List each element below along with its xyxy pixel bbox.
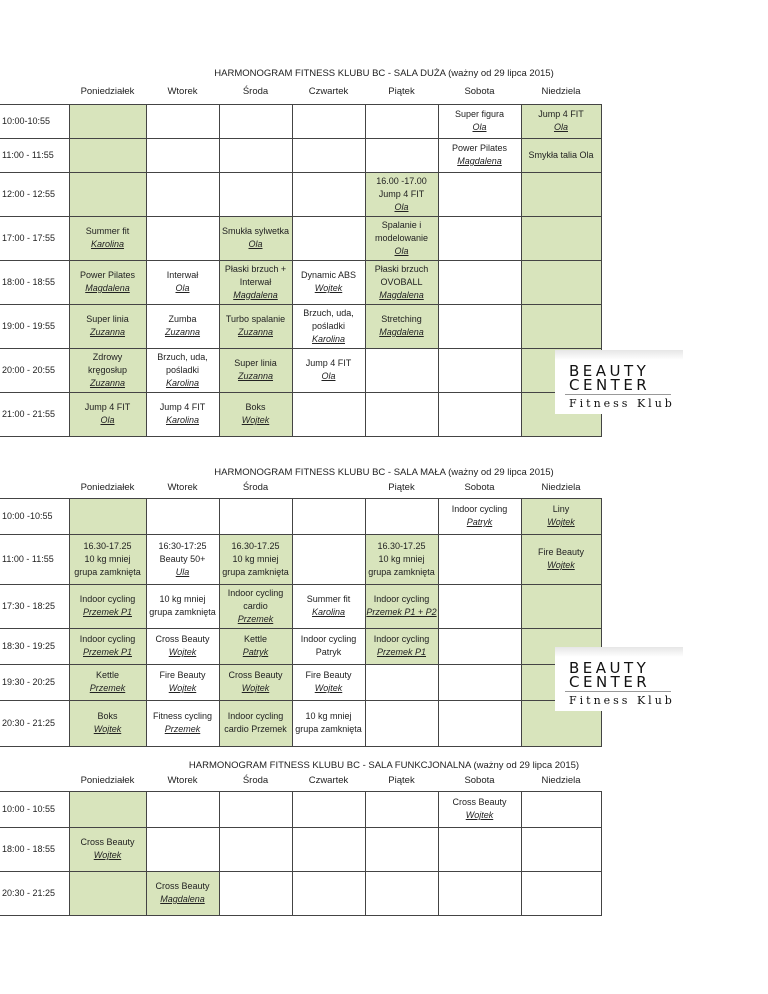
class-name: Fire Beauty bbox=[159, 670, 206, 680]
trainer-name: Magdalena bbox=[379, 289, 424, 300]
trainer-name: Ola bbox=[248, 239, 263, 249]
class-name: Turbo spalanie bbox=[225, 314, 286, 324]
trainer-name: Wojtek bbox=[547, 560, 575, 570]
trainer-name: Magdalena bbox=[233, 289, 278, 300]
class-cell bbox=[365, 216, 438, 260]
trainer-name: Wojtek bbox=[93, 724, 122, 734]
class-cell bbox=[521, 584, 601, 628]
time-slot: 20:00 - 20:55 bbox=[0, 348, 69, 392]
class-cell bbox=[365, 584, 438, 628]
trainer-name: Ola bbox=[472, 122, 487, 132]
trainer-name: Karolina bbox=[165, 377, 200, 388]
class-cell bbox=[146, 700, 219, 746]
time-slot: 21:00 - 21:55 bbox=[0, 392, 69, 436]
class-cell bbox=[521, 138, 601, 172]
class-cell bbox=[219, 304, 292, 348]
class-cell bbox=[69, 534, 146, 584]
class-name: Fitness cycling bbox=[152, 711, 213, 721]
day-header: Niedziela bbox=[521, 771, 601, 791]
schedule-row bbox=[0, 138, 601, 172]
schedule-row bbox=[0, 216, 601, 260]
class-cell bbox=[292, 871, 365, 915]
class-name: Indoor cycling cardio bbox=[227, 587, 284, 611]
class-cell bbox=[219, 172, 292, 216]
trainer-name: Magdalena bbox=[160, 894, 205, 904]
class-cell bbox=[438, 871, 521, 915]
class-cell bbox=[365, 628, 438, 664]
class-cell bbox=[365, 392, 438, 436]
time-slot: 18:00 - 18:55 bbox=[0, 827, 69, 871]
trainer-name: Patryk bbox=[466, 517, 493, 527]
schedule-row bbox=[0, 700, 601, 746]
time-slot: 11:00 - 11:55 bbox=[0, 138, 69, 172]
trainer-name: Wojtek bbox=[465, 810, 494, 820]
schedule-row bbox=[0, 827, 601, 871]
class-name: 10 kg mniej grupa zamknięta bbox=[149, 594, 216, 617]
class-cell bbox=[521, 871, 601, 915]
schedule-table bbox=[0, 771, 602, 916]
trainer-name: Karolina bbox=[165, 415, 200, 425]
class-name: Super figura bbox=[454, 109, 505, 119]
class-cell bbox=[69, 392, 146, 436]
trainer-name: Zuzanna bbox=[237, 371, 274, 381]
trainer-name: Zuzanna bbox=[164, 327, 201, 337]
day-header: Sobota bbox=[438, 771, 521, 791]
class-cell bbox=[438, 172, 521, 216]
class-cell bbox=[69, 104, 146, 138]
schedule-row bbox=[0, 392, 601, 436]
class-cell bbox=[438, 700, 521, 746]
class-cell bbox=[69, 584, 146, 628]
class-cell bbox=[69, 138, 146, 172]
trainer-name: Ola bbox=[175, 283, 190, 293]
schedule-row bbox=[0, 304, 601, 348]
class-cell bbox=[292, 392, 365, 436]
time-slot: 10:00-10:55 bbox=[0, 104, 69, 138]
day-header: Wtorek bbox=[146, 771, 219, 791]
class-cell bbox=[438, 392, 521, 436]
class-cell bbox=[521, 827, 601, 871]
schedule-row bbox=[0, 584, 601, 628]
class-name: Stretching bbox=[381, 314, 422, 324]
class-cell bbox=[365, 791, 438, 827]
class-name: Jump 4 FIT bbox=[159, 402, 206, 412]
class-name: Zdrowy kręgosłup bbox=[87, 351, 128, 375]
schedule-title: HARMONOGRAM FITNESS KLUBU BC - SALA FUNKCJONALNA (ważny od 29 lipca 2015) bbox=[188, 760, 580, 771]
trainer-name: Wojtek bbox=[168, 647, 197, 657]
class-name: Brzuch, uda, pośladki bbox=[157, 351, 208, 375]
schedule-row bbox=[0, 871, 601, 915]
trainer-name: Wojtek bbox=[168, 683, 197, 693]
class-name: Jump 4 FIT bbox=[305, 358, 352, 368]
class-name: Super linia bbox=[234, 358, 277, 368]
class-name: Boks bbox=[97, 711, 118, 721]
day-header: Piątek bbox=[365, 478, 438, 498]
class-cell bbox=[219, 216, 292, 260]
day-header: Środa bbox=[219, 771, 292, 791]
class-name: 16:30-17:25 Beauty 50+ bbox=[158, 540, 207, 564]
day-header: Środa bbox=[219, 80, 292, 104]
class-cell bbox=[292, 104, 365, 138]
class-cell bbox=[438, 584, 521, 628]
trainer-name: Wojtek bbox=[314, 283, 343, 293]
trainer-name: Przemek P1 + P2 bbox=[366, 607, 437, 617]
trainer-name: Wojtek bbox=[93, 850, 122, 860]
trainer-name: Patryk bbox=[242, 647, 269, 657]
class-name: Spalanie i modelowanie bbox=[374, 219, 429, 243]
class-cell bbox=[365, 498, 438, 534]
schedule-row bbox=[0, 104, 601, 138]
time-slot: 20:30 - 21:25 bbox=[0, 700, 69, 746]
class-cell bbox=[219, 392, 292, 436]
class-cell bbox=[219, 104, 292, 138]
class-name: Płaski brzuch OVOBALL bbox=[374, 263, 429, 287]
trainer-name: Magdalena bbox=[85, 283, 130, 293]
schedule-row bbox=[0, 791, 601, 827]
class-cell bbox=[438, 216, 521, 260]
schedule-row bbox=[0, 348, 601, 392]
class-cell bbox=[146, 534, 219, 584]
class-cell bbox=[146, 628, 219, 664]
time-slot: 17:00 - 17:55 bbox=[0, 216, 69, 260]
class-cell bbox=[219, 534, 292, 584]
class-name: Liny bbox=[552, 504, 570, 514]
day-header bbox=[292, 478, 365, 498]
class-name: Cross Beauty bbox=[452, 797, 507, 807]
schedule-table bbox=[0, 478, 602, 747]
class-cell bbox=[69, 871, 146, 915]
class-name: Brzuch, uda, pośladki bbox=[303, 307, 354, 331]
day-header: Sobota bbox=[438, 478, 521, 498]
class-cell bbox=[69, 791, 146, 827]
class-name: Indoor cycling bbox=[79, 594, 136, 604]
trainer-name: Przemek P1 bbox=[376, 647, 427, 657]
trainer-name: Magdalena bbox=[457, 156, 502, 166]
trainer-name: Przemek bbox=[237, 613, 274, 624]
class-cell bbox=[69, 216, 146, 260]
class-cell bbox=[438, 534, 521, 584]
class-name: Indoor cycling bbox=[79, 634, 136, 644]
class-name: 10 kg mniej grupa zamknięta bbox=[295, 711, 362, 734]
day-header: Piątek bbox=[365, 771, 438, 791]
class-cell bbox=[365, 871, 438, 915]
class-cell bbox=[521, 172, 601, 216]
class-cell bbox=[438, 138, 521, 172]
class-cell bbox=[69, 172, 146, 216]
class-cell bbox=[69, 348, 146, 392]
trainer-name: Przemek bbox=[89, 683, 126, 693]
time-slot: 18:30 - 19:25 bbox=[0, 628, 69, 664]
day-header: Sobota bbox=[438, 80, 521, 104]
class-cell bbox=[292, 348, 365, 392]
class-cell bbox=[521, 304, 601, 348]
class-cell bbox=[438, 827, 521, 871]
time-slot: 12:00 - 12:55 bbox=[0, 172, 69, 216]
class-name: Fire Beauty bbox=[537, 547, 585, 557]
trainer-name: Karolina bbox=[90, 239, 125, 249]
class-cell bbox=[365, 700, 438, 746]
class-cell bbox=[69, 260, 146, 304]
class-name: Kettle bbox=[243, 634, 267, 644]
class-name: 16.00 -17.00 Jump 4 FIT bbox=[376, 175, 427, 199]
trainer-name: Karolina bbox=[311, 607, 346, 617]
class-name: Smukła sylwetka bbox=[221, 226, 290, 236]
class-cell bbox=[219, 348, 292, 392]
class-cell bbox=[438, 348, 521, 392]
class-cell bbox=[292, 138, 365, 172]
class-cell bbox=[365, 534, 438, 584]
time-slot: 11:00 - 11:55 bbox=[0, 534, 69, 584]
schedule-row bbox=[0, 664, 601, 700]
class-cell bbox=[292, 304, 365, 348]
schedule-title: HARMONOGRAM FITNESS KLUBU BC - SALA MAŁA (ważny od 29 lipca 2015) bbox=[214, 467, 554, 478]
class-cell bbox=[521, 498, 601, 534]
class-cell bbox=[146, 664, 219, 700]
class-cell bbox=[69, 304, 146, 348]
class-cell bbox=[146, 392, 219, 436]
class-cell bbox=[146, 304, 219, 348]
trainer-name: Zuzanna bbox=[237, 327, 274, 337]
class-cell bbox=[365, 260, 438, 304]
class-cell bbox=[146, 498, 219, 534]
class-name: 16.30-17.25 10 kg mniej grupa zamknięta bbox=[368, 540, 435, 577]
class-name: Dynamic ABS bbox=[300, 270, 357, 280]
class-cell bbox=[438, 498, 521, 534]
class-cell bbox=[292, 628, 365, 664]
class-cell bbox=[146, 584, 219, 628]
trainer-name: Ola bbox=[321, 371, 336, 381]
trainer-name: Przemek P1 bbox=[82, 647, 133, 657]
class-cell bbox=[146, 791, 219, 827]
class-name: Cross Beauty bbox=[80, 837, 135, 847]
class-cell bbox=[365, 172, 438, 216]
class-cell bbox=[365, 138, 438, 172]
class-name: Summer fit bbox=[306, 594, 351, 604]
class-cell bbox=[69, 827, 146, 871]
class-cell bbox=[219, 791, 292, 827]
class-cell bbox=[292, 827, 365, 871]
class-cell bbox=[438, 791, 521, 827]
class-cell bbox=[219, 628, 292, 664]
class-cell bbox=[219, 700, 292, 746]
beauty-center-logo: BEAUTY CENTER Fitness Klub bbox=[555, 350, 683, 414]
trainer-name: Wojtek bbox=[314, 683, 343, 693]
class-cell bbox=[365, 348, 438, 392]
trainer-name: Ula bbox=[175, 566, 190, 577]
class-name: 16.30-17.25 10 kg mniej grupa zamknięta bbox=[74, 540, 141, 577]
day-header: Wtorek bbox=[146, 80, 219, 104]
class-cell bbox=[219, 664, 292, 700]
class-name: Interwał bbox=[166, 270, 199, 280]
class-cell bbox=[521, 791, 601, 827]
class-name: Jump 4 FIT bbox=[84, 402, 131, 412]
schedule-row bbox=[0, 628, 601, 664]
class-name: Indoor cycling Patryk bbox=[300, 634, 357, 657]
day-header: Czwartek bbox=[292, 80, 365, 104]
class-name: Summer fit bbox=[85, 226, 130, 236]
class-cell bbox=[292, 791, 365, 827]
class-cell bbox=[146, 348, 219, 392]
day-header: Środa bbox=[219, 478, 292, 498]
class-cell bbox=[69, 700, 146, 746]
class-name: Cross Beauty bbox=[228, 670, 283, 680]
schedule-row bbox=[0, 498, 601, 534]
trainer-name: Wojtek bbox=[547, 517, 575, 527]
trainer-name: Ola bbox=[394, 201, 409, 212]
class-cell bbox=[521, 104, 601, 138]
class-cell bbox=[438, 260, 521, 304]
class-cell bbox=[146, 260, 219, 304]
class-name: Indoor cycling bbox=[451, 504, 508, 514]
day-header: Piątek bbox=[365, 80, 438, 104]
class-cell bbox=[219, 260, 292, 304]
time-slot: 10:00 -10:55 bbox=[0, 498, 69, 534]
schedule-title: HARMONOGRAM FITNESS KLUBU BC - SALA DUŻA (ważny od 29 lipca 2015) bbox=[214, 68, 554, 79]
day-header: Poniedziałek bbox=[69, 771, 146, 791]
class-cell bbox=[69, 664, 146, 700]
trainer-name: Wojtek bbox=[241, 683, 270, 693]
class-cell bbox=[521, 260, 601, 304]
trainer-name: Przemek P1 bbox=[82, 607, 133, 617]
trainer-name: Ola bbox=[394, 245, 409, 256]
time-slot: 19:00 - 19:55 bbox=[0, 304, 69, 348]
time-slot: 20:30 - 21:25 bbox=[0, 871, 69, 915]
class-cell bbox=[146, 138, 219, 172]
schedule-table bbox=[0, 80, 602, 437]
class-cell bbox=[292, 498, 365, 534]
class-cell bbox=[146, 827, 219, 871]
trainer-name: Ola bbox=[553, 122, 568, 132]
class-cell bbox=[438, 104, 521, 138]
trainer-name: Zuzanna bbox=[89, 327, 126, 337]
class-name: Power Pilates bbox=[79, 270, 136, 280]
class-cell bbox=[146, 871, 219, 915]
trainer-name: Ola bbox=[100, 415, 115, 425]
schedule-row bbox=[0, 534, 601, 584]
class-cell bbox=[365, 664, 438, 700]
class-name: 16.30-17.25 10 kg mniej grupa zamknięta bbox=[222, 540, 289, 577]
trainer-name: Magdalena bbox=[379, 327, 424, 337]
class-cell bbox=[521, 216, 601, 260]
beauty-center-logo: BEAUTY CENTER Fitness Klub bbox=[555, 647, 683, 711]
class-name: Super linia bbox=[86, 314, 129, 324]
class-cell bbox=[292, 216, 365, 260]
class-cell bbox=[438, 664, 521, 700]
class-cell bbox=[292, 584, 365, 628]
class-cell bbox=[69, 498, 146, 534]
time-slot: 10:00 - 10:55 bbox=[0, 791, 69, 827]
class-name: Power Pilates bbox=[451, 143, 508, 153]
schedule-row bbox=[0, 260, 601, 304]
class-cell bbox=[292, 172, 365, 216]
class-cell bbox=[219, 871, 292, 915]
trainer-name: Wojtek bbox=[241, 415, 270, 425]
time-slot: 19:30 - 20:25 bbox=[0, 664, 69, 700]
class-name: Płaski brzuch + Interwał bbox=[224, 263, 287, 287]
class-name: Cross Beauty bbox=[155, 634, 210, 644]
class-cell bbox=[438, 628, 521, 664]
day-header: Czwartek bbox=[292, 771, 365, 791]
class-name: Boks bbox=[245, 402, 266, 412]
day-header: Niedziela bbox=[521, 80, 601, 104]
day-header: Wtorek bbox=[146, 478, 219, 498]
class-cell bbox=[69, 628, 146, 664]
class-cell bbox=[438, 304, 521, 348]
class-name: Zumba bbox=[168, 314, 197, 324]
class-cell bbox=[292, 664, 365, 700]
class-name: Fire Beauty bbox=[305, 670, 352, 680]
class-cell bbox=[146, 172, 219, 216]
class-name: Indoor cycling bbox=[373, 594, 430, 604]
class-name: Kettle bbox=[95, 670, 119, 680]
day-header: Poniedziałek bbox=[69, 80, 146, 104]
class-cell bbox=[365, 304, 438, 348]
class-name: Indoor cycling cardio Przemek bbox=[224, 711, 287, 734]
class-cell bbox=[292, 260, 365, 304]
class-cell bbox=[292, 534, 365, 584]
trainer-name: Przemek bbox=[164, 724, 201, 734]
class-cell bbox=[146, 104, 219, 138]
schedule-row bbox=[0, 172, 601, 216]
class-cell bbox=[219, 498, 292, 534]
day-header: Poniedziałek bbox=[69, 478, 146, 498]
trainer-name: Zuzanna bbox=[89, 377, 126, 388]
class-name: Jump 4 FIT bbox=[538, 109, 584, 119]
day-header: Niedziela bbox=[521, 478, 601, 498]
class-cell bbox=[521, 534, 601, 584]
class-cell bbox=[292, 700, 365, 746]
trainer-name: Karolina bbox=[311, 333, 346, 344]
class-cell bbox=[365, 827, 438, 871]
class-cell bbox=[219, 138, 292, 172]
class-cell bbox=[219, 584, 292, 628]
class-cell bbox=[146, 216, 219, 260]
time-slot: 17:30 - 18:25 bbox=[0, 584, 69, 628]
class-name: Indoor cycling bbox=[373, 634, 430, 644]
time-slot: 18:00 - 18:55 bbox=[0, 260, 69, 304]
class-name: Cross Beauty bbox=[155, 881, 210, 891]
class-cell bbox=[365, 104, 438, 138]
class-cell bbox=[219, 827, 292, 871]
class-name: Smykła talia Ola bbox=[528, 149, 594, 160]
